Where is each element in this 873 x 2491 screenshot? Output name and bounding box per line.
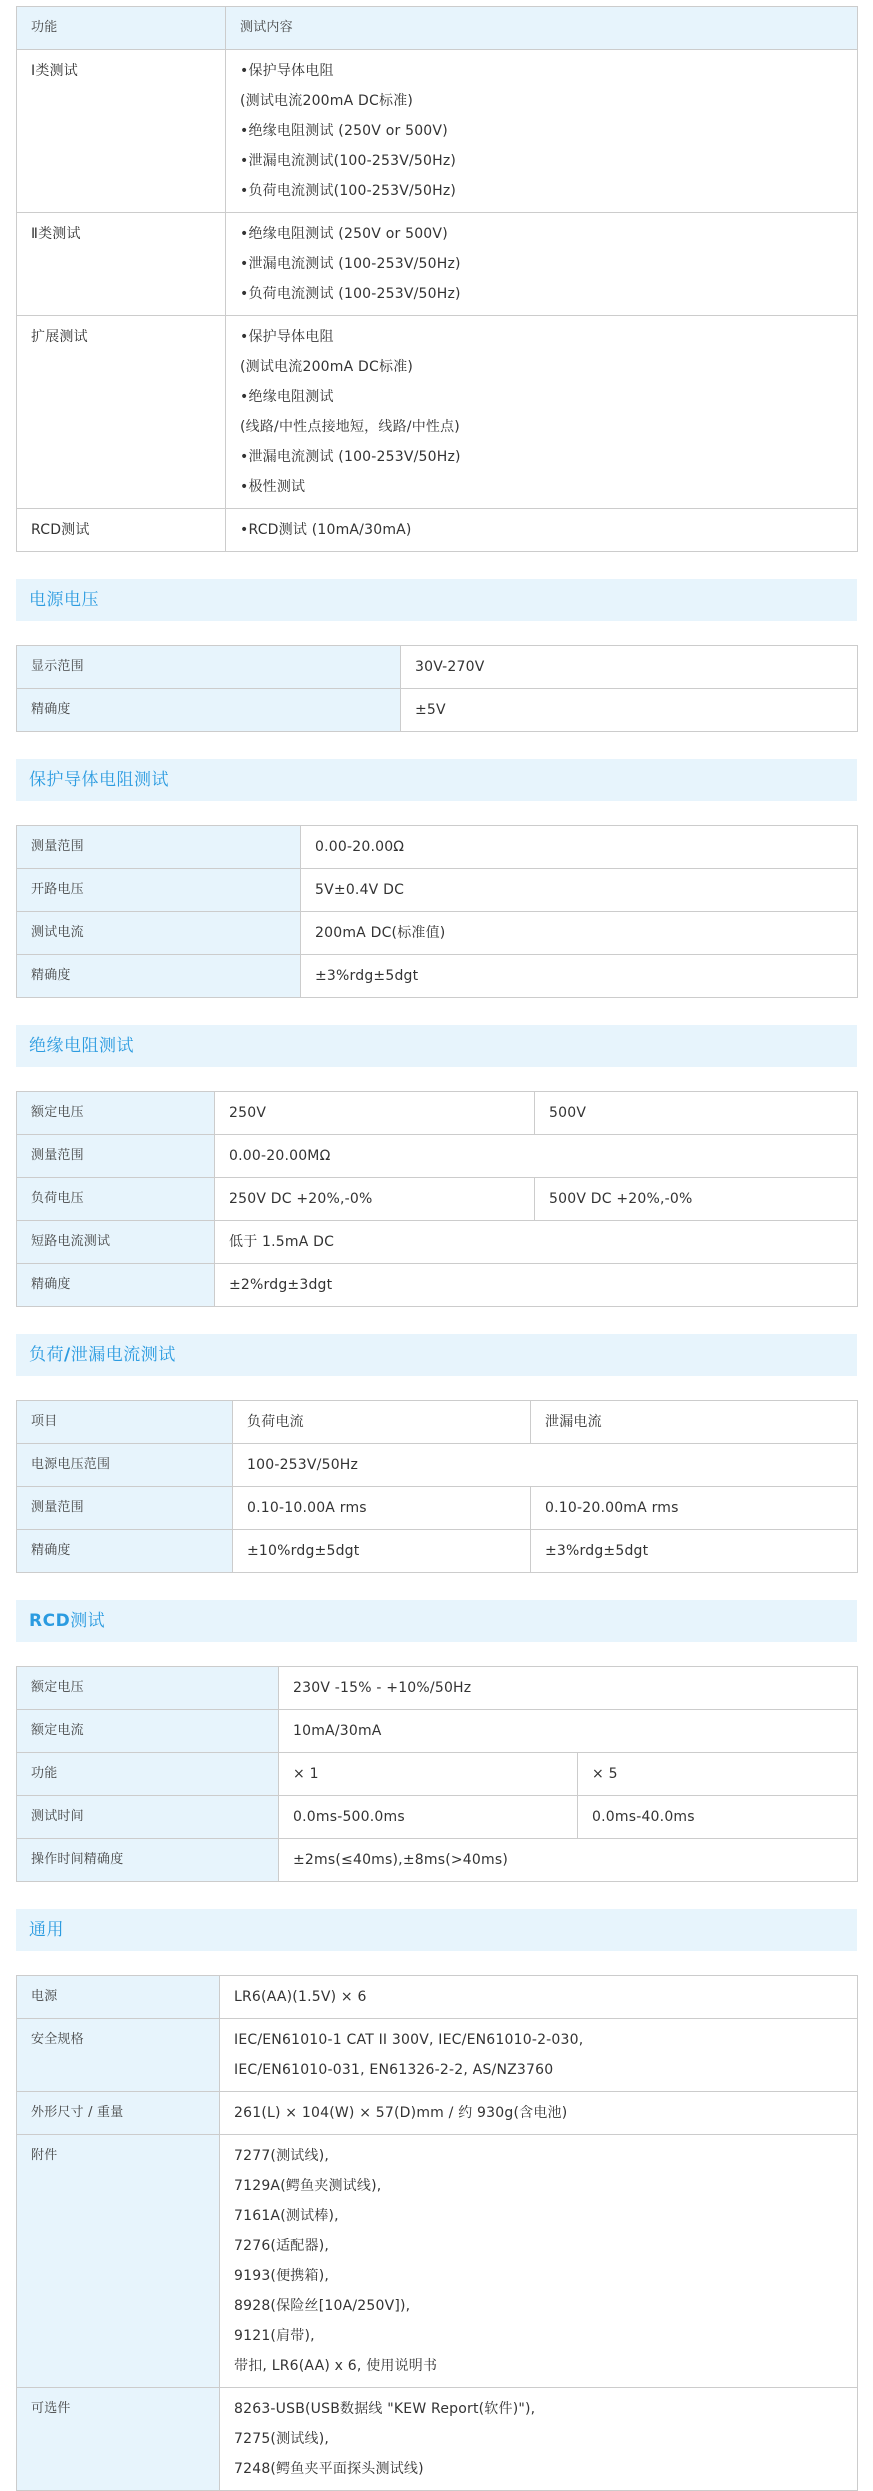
value-line: 7277(测试线), xyxy=(234,2148,330,2164)
section-title-pcr: 保护导体电阻测试 xyxy=(16,759,857,801)
table-row xyxy=(17,1135,858,1178)
row-label: 电源电压范围 xyxy=(17,1444,233,1487)
content-line: •绝缘电阻测试 xyxy=(240,389,334,405)
row-label: 精确度 xyxy=(17,689,401,732)
value-line: IEC/EN61010-031, EN61326-2-2, AS/NZ3760 xyxy=(234,2062,554,2078)
row-value-b: 0.10-20.00mA rms xyxy=(531,1487,858,1530)
value-line: 9193(便携箱), xyxy=(234,2268,330,2284)
row-value: 0.00-20.00MΩ xyxy=(215,1135,858,1178)
value-line: 9121(肩带), xyxy=(234,2328,315,2344)
row-value-b: 0.0ms-40.0ms xyxy=(578,1796,858,1839)
table-row xyxy=(17,1710,858,1753)
table-row xyxy=(17,912,858,955)
row-label: 外形尺寸 / 重量 xyxy=(17,2092,220,2135)
section-title-ir: 绝缘电阻测试 xyxy=(16,1025,857,1067)
header-cell-function: 功能 xyxy=(17,7,226,50)
table-row xyxy=(17,1264,858,1307)
section-title-power: 电源电压 xyxy=(16,579,857,621)
table-row xyxy=(17,1178,858,1221)
row-value: 低于 1.5mA DC xyxy=(215,1221,858,1264)
row-value xyxy=(220,2388,858,2491)
row-value: ±3%rdg±5dgt xyxy=(301,955,858,998)
content-line: •保护导体电阻 xyxy=(240,329,334,345)
row-value: 230V -15% - +10%/50Hz xyxy=(279,1667,858,1710)
row-content xyxy=(226,213,858,316)
value-line: 7248(鳄鱼夹平面探头测试线) xyxy=(234,2461,424,2477)
section-title-part: RCD xyxy=(29,1611,71,1631)
table-row xyxy=(17,1839,858,1882)
row-value: 0.00-20.00Ω xyxy=(301,826,858,869)
test-function-table xyxy=(16,6,858,552)
table-row xyxy=(17,2135,858,2388)
row-value: 261(L) × 104(W) × 57(D)mm / 约 930g(含电池) xyxy=(220,2092,858,2135)
section-title-general: 通用 xyxy=(16,1909,857,1951)
row-value: ±5V xyxy=(401,689,858,732)
section-title-part: 测试 xyxy=(70,1611,106,1631)
content-line: (测试电流200mA DC标准) xyxy=(240,93,414,109)
value-line: 带扣, LR6(AA) x 6, 使用说明书 xyxy=(234,2358,438,2374)
header-cell-content: 测试内容 xyxy=(226,7,858,50)
row-label: 功能 xyxy=(17,1753,279,1796)
row-content: •RCD测试 (10mA/30mA) xyxy=(226,509,858,552)
content-line: (测试电流200mA DC标准) xyxy=(240,359,414,375)
table-row xyxy=(17,2388,858,2491)
row-value-a: 0.10-10.00A rms xyxy=(233,1487,531,1530)
table-header-row xyxy=(17,1401,858,1444)
row-label: 显示范围 xyxy=(17,646,401,689)
table-row xyxy=(17,1444,858,1487)
row-label: 测量范围 xyxy=(17,1487,233,1530)
row-label: 精确度 xyxy=(17,1530,233,1573)
row-value-a: 250V xyxy=(215,1092,535,1135)
section-title-part: 负荷 xyxy=(29,1345,64,1365)
row-value-b: 500V xyxy=(535,1092,858,1135)
value-line: 7161A(测试棒), xyxy=(234,2208,339,2224)
row-value: 10mA/30mA xyxy=(279,1710,858,1753)
general-table xyxy=(16,1975,858,2491)
row-label: 测量范围 xyxy=(17,826,301,869)
row-value-a: 负荷电流 xyxy=(233,1401,531,1444)
table-row xyxy=(17,869,858,912)
row-value-b: × 5 xyxy=(578,1753,858,1796)
row-label: 操作时间精确度 xyxy=(17,1839,279,1882)
content-line: •绝缘电阻测试 (250V or 500V) xyxy=(240,123,448,139)
section-title-lc xyxy=(16,1334,857,1376)
content-line: •保护导体电阻 xyxy=(240,63,334,79)
row-value: 30V-270V xyxy=(401,646,858,689)
row-label: 额定电压 xyxy=(17,1667,279,1710)
row-label: 额定电压 xyxy=(17,1092,215,1135)
row-label: 额定电流 xyxy=(17,1710,279,1753)
content-line: (线路/中性点接地短，线路/中性点) xyxy=(240,419,460,435)
content-line: •泄漏电流测试 (100-253V/50Hz) xyxy=(240,256,461,272)
row-value xyxy=(220,2019,858,2092)
table-row xyxy=(17,1092,858,1135)
content-line: •极性测试 xyxy=(240,479,306,495)
table-row-class2 xyxy=(17,213,858,316)
row-value-a: 0.0ms-500.0ms xyxy=(279,1796,578,1839)
value-line: 7275(测试线), xyxy=(234,2431,330,2447)
row-label: 扩展测试 xyxy=(17,316,226,509)
table-row xyxy=(17,1221,858,1264)
table-row xyxy=(17,1796,858,1839)
table-row xyxy=(17,1667,858,1710)
rcd-table xyxy=(16,1666,858,1882)
table-row xyxy=(17,955,858,998)
row-value-b: 500V DC +20%,-0% xyxy=(535,1178,858,1221)
row-label: 负荷电压 xyxy=(17,1178,215,1221)
table-row xyxy=(17,1976,858,2019)
table-row xyxy=(17,1753,858,1796)
section-title-rcd xyxy=(16,1600,857,1642)
table-row xyxy=(17,1487,858,1530)
power-table xyxy=(16,645,858,732)
table-row xyxy=(17,1530,858,1573)
section-title-separator: / xyxy=(64,1345,71,1365)
table-row-rcd xyxy=(17,509,858,552)
content-line: •负荷电流测试 (100-253V/50Hz) xyxy=(240,286,461,302)
content-line: •泄漏电流测试(100-253V/50Hz) xyxy=(240,153,457,169)
table-row-extended xyxy=(17,316,858,509)
row-label: 开路电压 xyxy=(17,869,301,912)
row-value: LR6(AA)(1.5V) × 6 xyxy=(220,1976,858,2019)
row-value: ±2%rdg±3dgt xyxy=(215,1264,858,1307)
row-label: 电源 xyxy=(17,1976,220,2019)
row-content xyxy=(226,50,858,213)
value-line: 7276(适配器), xyxy=(234,2238,330,2254)
row-label: 精确度 xyxy=(17,1264,215,1307)
row-value: ±2ms(≤40ms),±8ms(>40ms) xyxy=(279,1839,858,1882)
table-row xyxy=(17,646,858,689)
row-label: Ⅱ类测试 xyxy=(17,213,226,316)
table-header-row xyxy=(17,7,858,50)
pcr-table xyxy=(16,825,858,998)
value-line: 7129A(鳄鱼夹测试线), xyxy=(234,2178,382,2194)
row-label: Ⅰ类测试 xyxy=(17,50,226,213)
row-label: 测试电流 xyxy=(17,912,301,955)
table-row xyxy=(17,2019,858,2092)
row-value xyxy=(220,2135,858,2388)
row-label: RCD测试 xyxy=(17,509,226,552)
table-row xyxy=(17,826,858,869)
row-label: 测试时间 xyxy=(17,1796,279,1839)
row-content xyxy=(226,316,858,509)
row-value-a: 250V DC +20%,-0% xyxy=(215,1178,535,1221)
ir-table xyxy=(16,1091,858,1307)
row-label: 安全规格 xyxy=(17,2019,220,2092)
row-value-a: ±10%rdg±5dgt xyxy=(233,1530,531,1573)
row-label: 附件 xyxy=(17,2135,220,2388)
table-row-class1 xyxy=(17,50,858,213)
row-label: 精确度 xyxy=(17,955,301,998)
row-value: 100-253V/50Hz xyxy=(233,1444,858,1487)
row-label: 项目 xyxy=(17,1401,233,1444)
row-value-b: 泄漏电流 xyxy=(531,1401,858,1444)
section-title-part: 泄漏电流测试 xyxy=(70,1345,176,1365)
value-line: IEC/EN61010-1 CAT II 300V, IEC/EN61010-2-030, xyxy=(234,2032,584,2048)
table-row xyxy=(17,2092,858,2135)
row-label: 短路电流测试 xyxy=(17,1221,215,1264)
value-line: 8928(保险丝[10A/250V]), xyxy=(234,2298,411,2314)
row-label: 可选件 xyxy=(17,2388,220,2491)
content-line: •泄漏电流测试 (100-253V/50Hz) xyxy=(240,449,461,465)
row-value-a: × 1 xyxy=(279,1753,578,1796)
content-line: •负荷电流测试(100-253V/50Hz) xyxy=(240,183,457,199)
value-line: 8263-USB(USB数据线 "KEW Report(软件)"), xyxy=(234,2401,536,2417)
row-value: 200mA DC(标准值) xyxy=(301,912,858,955)
row-value-b: ±3%rdg±5dgt xyxy=(531,1530,858,1573)
content-line: •绝缘电阻测试 (250V or 500V) xyxy=(240,226,448,242)
lc-table xyxy=(16,1400,858,1573)
row-value: 5V±0.4V DC xyxy=(301,869,858,912)
row-label: 测量范围 xyxy=(17,1135,215,1178)
table-row xyxy=(17,689,858,732)
